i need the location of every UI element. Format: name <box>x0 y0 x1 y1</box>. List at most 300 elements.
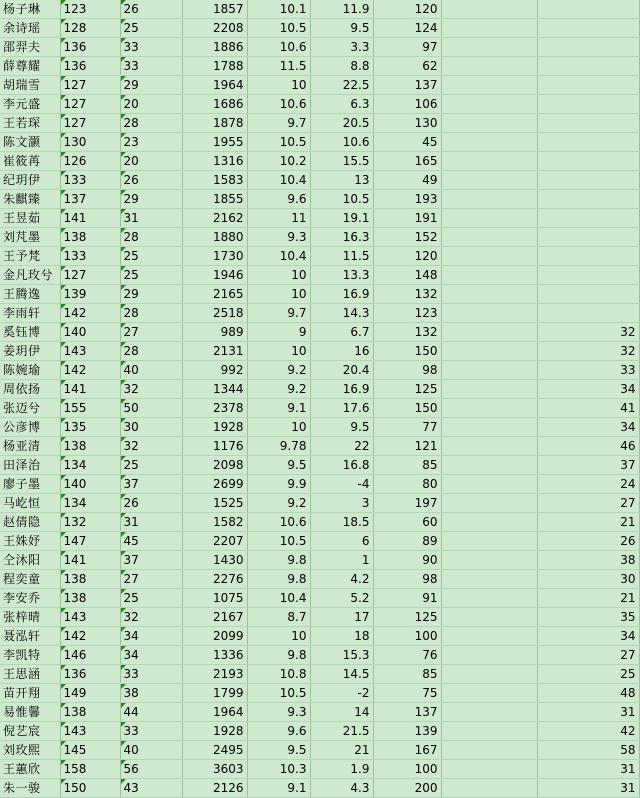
name-cell[interactable]: 李凯特 <box>0 646 60 665</box>
name-cell[interactable]: 王蕙欣 <box>0 760 60 779</box>
value-cell[interactable] <box>441 532 537 551</box>
value-cell[interactable]: 138 <box>60 703 120 722</box>
value-cell[interactable]: 10.4 <box>247 589 310 608</box>
value-cell[interactable]: 132 <box>60 513 120 532</box>
value-cell[interactable]: 2165 <box>182 285 247 304</box>
value-cell[interactable]: 29 <box>120 285 182 304</box>
value-cell[interactable]: 1946 <box>182 266 247 285</box>
value-cell[interactable]: 16 <box>310 342 373 361</box>
value-cell[interactable]: 32 <box>120 608 182 627</box>
name-cell[interactable]: 张迈兮 <box>0 399 60 418</box>
name-cell[interactable]: 马屹恒 <box>0 494 60 513</box>
value-cell[interactable]: 15.5 <box>310 152 373 171</box>
value-cell[interactable]: 100 <box>373 760 441 779</box>
value-cell[interactable]: 28 <box>120 228 182 247</box>
value-cell[interactable]: 127 <box>60 76 120 95</box>
value-cell[interactable]: 21 <box>537 589 639 608</box>
value-cell[interactable]: 20.5 <box>310 114 373 133</box>
value-cell[interactable] <box>441 513 537 532</box>
value-cell[interactable]: 152 <box>373 228 441 247</box>
value-cell[interactable]: 9.2 <box>247 361 310 380</box>
value-cell[interactable]: 35 <box>537 608 639 627</box>
name-cell[interactable]: 姜玥伊 <box>0 342 60 361</box>
value-cell[interactable]: 43 <box>120 779 182 798</box>
value-cell[interactable]: 100 <box>373 627 441 646</box>
value-cell[interactable]: 2193 <box>182 665 247 684</box>
value-cell[interactable] <box>441 57 537 76</box>
value-cell[interactable]: 31 <box>537 779 639 798</box>
value-cell[interactable]: 9.1 <box>247 779 310 798</box>
value-cell[interactable]: 2162 <box>182 209 247 228</box>
value-cell[interactable]: 28 <box>120 304 182 323</box>
value-cell[interactable]: 10.8 <box>247 665 310 684</box>
value-cell[interactable]: 136 <box>60 57 120 76</box>
value-cell[interactable] <box>441 304 537 323</box>
value-cell[interactable]: 150 <box>60 779 120 798</box>
name-cell[interactable]: 王若琛 <box>0 114 60 133</box>
value-cell[interactable]: 9.3 <box>247 228 310 247</box>
value-cell[interactable]: 18.5 <box>310 513 373 532</box>
value-cell[interactable] <box>441 38 537 57</box>
value-cell[interactable]: 2276 <box>182 570 247 589</box>
value-cell[interactable]: 9 <box>247 323 310 342</box>
value-cell[interactable]: 127 <box>60 95 120 114</box>
value-cell[interactable] <box>441 494 537 513</box>
name-cell[interactable]: 王予梵 <box>0 247 60 266</box>
value-cell[interactable]: 2208 <box>182 19 247 38</box>
value-cell[interactable] <box>441 399 537 418</box>
name-cell[interactable]: 朱一骏 <box>0 779 60 798</box>
value-cell[interactable]: 27 <box>120 570 182 589</box>
value-cell[interactable]: 1316 <box>182 152 247 171</box>
value-cell[interactable]: 10.6 <box>247 513 310 532</box>
name-cell[interactable]: 陈婉瑜 <box>0 361 60 380</box>
value-cell[interactable]: 132 <box>373 323 441 342</box>
value-cell[interactable]: 27 <box>537 646 639 665</box>
value-cell[interactable] <box>441 361 537 380</box>
value-cell[interactable]: 10.6 <box>247 38 310 57</box>
value-cell[interactable]: 46 <box>537 437 639 456</box>
value-cell[interactable]: 22.5 <box>310 76 373 95</box>
value-cell[interactable]: 10 <box>247 418 310 437</box>
value-cell[interactable]: 16.8 <box>310 456 373 475</box>
name-cell[interactable]: 王腾逸 <box>0 285 60 304</box>
name-cell[interactable]: 金凡玫兮 <box>0 266 60 285</box>
value-cell[interactable]: 27 <box>120 323 182 342</box>
value-cell[interactable]: 10 <box>247 76 310 95</box>
value-cell[interactable]: 120 <box>373 247 441 266</box>
value-cell[interactable]: 32 <box>537 323 639 342</box>
value-cell[interactable]: 16.3 <box>310 228 373 247</box>
value-cell[interactable] <box>441 95 537 114</box>
value-cell[interactable]: 134 <box>60 494 120 513</box>
value-cell[interactable]: 9.6 <box>247 722 310 741</box>
value-cell[interactable]: 141 <box>60 380 120 399</box>
value-cell[interactable]: 40 <box>120 361 182 380</box>
value-cell[interactable]: 1583 <box>182 171 247 190</box>
value-cell[interactable]: 13 <box>310 171 373 190</box>
value-cell[interactable]: 26 <box>120 494 182 513</box>
value-cell[interactable]: 21 <box>537 513 639 532</box>
value-cell[interactable] <box>537 114 639 133</box>
value-cell[interactable] <box>537 0 639 19</box>
value-cell[interactable]: 5.2 <box>310 589 373 608</box>
value-cell[interactable] <box>441 684 537 703</box>
value-cell[interactable]: 45 <box>120 532 182 551</box>
value-cell[interactable]: 10.5 <box>247 19 310 38</box>
name-cell[interactable]: 邵羿夫 <box>0 38 60 57</box>
value-cell[interactable]: 1582 <box>182 513 247 532</box>
value-cell[interactable]: 31 <box>120 209 182 228</box>
value-cell[interactable]: 34 <box>120 646 182 665</box>
value-cell[interactable] <box>537 209 639 228</box>
value-cell[interactable] <box>441 209 537 228</box>
value-cell[interactable]: 26 <box>537 532 639 551</box>
value-cell[interactable]: 1176 <box>182 437 247 456</box>
name-cell[interactable]: 廖子墨 <box>0 475 60 494</box>
value-cell[interactable]: 124 <box>373 19 441 38</box>
value-cell[interactable]: 16.9 <box>310 380 373 399</box>
value-cell[interactable] <box>441 475 537 494</box>
name-cell[interactable]: 李雨轩 <box>0 304 60 323</box>
value-cell[interactable]: 143 <box>60 608 120 627</box>
value-cell[interactable]: 41 <box>537 399 639 418</box>
value-cell[interactable]: 138 <box>60 570 120 589</box>
value-cell[interactable]: 17.6 <box>310 399 373 418</box>
value-cell[interactable]: 33 <box>120 722 182 741</box>
value-cell[interactable]: 134 <box>60 456 120 475</box>
value-cell[interactable]: 1964 <box>182 703 247 722</box>
value-cell[interactable] <box>441 589 537 608</box>
value-cell[interactable]: 9.2 <box>247 494 310 513</box>
value-cell[interactable]: 26 <box>120 0 182 19</box>
name-cell[interactable]: 崔筱苒 <box>0 152 60 171</box>
value-cell[interactable]: 2699 <box>182 475 247 494</box>
value-cell[interactable]: 3 <box>310 494 373 513</box>
value-cell[interactable]: 1344 <box>182 380 247 399</box>
value-cell[interactable]: 25 <box>120 589 182 608</box>
value-cell[interactable] <box>441 551 537 570</box>
value-cell[interactable] <box>537 304 639 323</box>
value-cell[interactable] <box>441 380 537 399</box>
value-cell[interactable] <box>441 570 537 589</box>
value-cell[interactable]: 49 <box>373 171 441 190</box>
value-cell[interactable]: 97 <box>373 38 441 57</box>
value-cell[interactable]: 32 <box>120 437 182 456</box>
value-cell[interactable]: 34 <box>120 627 182 646</box>
value-cell[interactable]: 21.5 <box>310 722 373 741</box>
value-cell[interactable]: 165 <box>373 152 441 171</box>
name-cell[interactable]: 刘芃墨 <box>0 228 60 247</box>
value-cell[interactable]: 77 <box>373 418 441 437</box>
value-cell[interactable]: 125 <box>373 608 441 627</box>
value-cell[interactable]: 27 <box>537 494 639 513</box>
name-cell[interactable]: 杨子琳 <box>0 0 60 19</box>
value-cell[interactable]: 28 <box>120 114 182 133</box>
value-cell[interactable] <box>537 19 639 38</box>
value-cell[interactable]: 34 <box>537 380 639 399</box>
value-cell[interactable]: 23 <box>120 133 182 152</box>
value-cell[interactable]: 1430 <box>182 551 247 570</box>
name-cell[interactable]: 纪玥伊 <box>0 171 60 190</box>
value-cell[interactable]: 14.3 <box>310 304 373 323</box>
value-cell[interactable]: 2167 <box>182 608 247 627</box>
value-cell[interactable] <box>441 76 537 95</box>
value-cell[interactable]: 56 <box>120 760 182 779</box>
value-cell[interactable]: 11.5 <box>310 247 373 266</box>
value-cell[interactable] <box>441 0 537 19</box>
value-cell[interactable]: 125 <box>373 380 441 399</box>
value-cell[interactable]: 155 <box>60 399 120 418</box>
value-cell[interactable]: 14.5 <box>310 665 373 684</box>
value-cell[interactable]: 136 <box>60 38 120 57</box>
value-cell[interactable]: 30 <box>120 418 182 437</box>
value-cell[interactable]: 28 <box>120 342 182 361</box>
name-cell[interactable]: 王姝妤 <box>0 532 60 551</box>
value-cell[interactable] <box>537 152 639 171</box>
value-cell[interactable]: 90 <box>373 551 441 570</box>
value-cell[interactable]: 1928 <box>182 418 247 437</box>
value-cell[interactable] <box>441 437 537 456</box>
value-cell[interactable]: 22 <box>310 437 373 456</box>
name-cell[interactable]: 奚钰博 <box>0 323 60 342</box>
value-cell[interactable]: 85 <box>373 456 441 475</box>
value-cell[interactable]: 150 <box>373 342 441 361</box>
value-cell[interactable]: 127 <box>60 114 120 133</box>
value-cell[interactable]: 191 <box>373 209 441 228</box>
value-cell[interactable]: 21 <box>310 741 373 760</box>
value-cell[interactable]: 29 <box>120 190 182 209</box>
value-cell[interactable]: 141 <box>60 209 120 228</box>
value-cell[interactable]: 80 <box>373 475 441 494</box>
value-cell[interactable] <box>441 228 537 247</box>
value-cell[interactable]: 1336 <box>182 646 247 665</box>
value-cell[interactable]: 58 <box>537 741 639 760</box>
value-cell[interactable]: 76 <box>373 646 441 665</box>
value-cell[interactable] <box>441 247 537 266</box>
value-cell[interactable]: 33 <box>120 38 182 57</box>
value-cell[interactable]: 25 <box>120 456 182 475</box>
value-cell[interactable]: 1880 <box>182 228 247 247</box>
value-cell[interactable]: 150 <box>373 399 441 418</box>
value-cell[interactable]: 44 <box>120 703 182 722</box>
value-cell[interactable]: 143 <box>60 722 120 741</box>
value-cell[interactable]: 9.5 <box>247 456 310 475</box>
value-cell[interactable]: 37 <box>120 475 182 494</box>
value-cell[interactable]: 142 <box>60 627 120 646</box>
value-cell[interactable]: 25 <box>120 19 182 38</box>
name-cell[interactable]: 朱麒臻 <box>0 190 60 209</box>
value-cell[interactable]: 8.7 <box>247 608 310 627</box>
value-cell[interactable]: 10 <box>247 285 310 304</box>
value-cell[interactable]: 139 <box>60 285 120 304</box>
value-cell[interactable] <box>537 247 639 266</box>
value-cell[interactable]: 146 <box>60 646 120 665</box>
value-cell[interactable]: 140 <box>60 475 120 494</box>
value-cell[interactable]: 133 <box>60 171 120 190</box>
value-cell[interactable]: 6 <box>310 532 373 551</box>
value-cell[interactable]: 31 <box>537 760 639 779</box>
value-cell[interactable]: 37 <box>120 551 182 570</box>
name-cell[interactable]: 张梓晴 <box>0 608 60 627</box>
value-cell[interactable]: 10.5 <box>247 532 310 551</box>
name-cell[interactable]: 刘玫熙 <box>0 741 60 760</box>
value-cell[interactable]: 98 <box>373 361 441 380</box>
value-cell[interactable]: 3.3 <box>310 38 373 57</box>
value-cell[interactable]: 1964 <box>182 76 247 95</box>
value-cell[interactable] <box>441 703 537 722</box>
value-cell[interactable]: 9.7 <box>247 114 310 133</box>
value-cell[interactable]: 9.2 <box>247 380 310 399</box>
value-cell[interactable]: 1955 <box>182 133 247 152</box>
value-cell[interactable] <box>441 608 537 627</box>
value-cell[interactable] <box>441 646 537 665</box>
value-cell[interactable]: 1525 <box>182 494 247 513</box>
name-cell[interactable]: 李安乔 <box>0 589 60 608</box>
value-cell[interactable]: 9.3 <box>247 703 310 722</box>
name-cell[interactable]: 杨亚清 <box>0 437 60 456</box>
value-cell[interactable]: 45 <box>373 133 441 152</box>
value-cell[interactable]: 121 <box>373 437 441 456</box>
value-cell[interactable]: 60 <box>373 513 441 532</box>
value-cell[interactable]: 992 <box>182 361 247 380</box>
value-cell[interactable] <box>441 114 537 133</box>
value-cell[interactable]: 10.3 <box>247 760 310 779</box>
value-cell[interactable]: 20 <box>120 95 182 114</box>
value-cell[interactable] <box>441 323 537 342</box>
value-cell[interactable]: 48 <box>537 684 639 703</box>
value-cell[interactable]: 20.4 <box>310 361 373 380</box>
value-cell[interactable] <box>441 418 537 437</box>
value-cell[interactable]: 17 <box>310 608 373 627</box>
value-cell[interactable]: 10.5 <box>310 190 373 209</box>
value-cell[interactable]: 9.78 <box>247 437 310 456</box>
value-cell[interactable]: 148 <box>373 266 441 285</box>
value-cell[interactable]: 91 <box>373 589 441 608</box>
name-cell[interactable]: 李元盛 <box>0 95 60 114</box>
value-cell[interactable]: 10 <box>247 266 310 285</box>
value-cell[interactable]: 149 <box>60 684 120 703</box>
value-cell[interactable]: 10.5 <box>247 684 310 703</box>
value-cell[interactable]: 11 <box>247 209 310 228</box>
value-cell[interactable]: 29 <box>120 76 182 95</box>
value-cell[interactable] <box>441 741 537 760</box>
value-cell[interactable]: 1.9 <box>310 760 373 779</box>
value-cell[interactable]: 2495 <box>182 741 247 760</box>
value-cell[interactable] <box>537 285 639 304</box>
value-cell[interactable] <box>537 190 639 209</box>
value-cell[interactable]: 9.5 <box>247 741 310 760</box>
value-cell[interactable]: 8.8 <box>310 57 373 76</box>
value-cell[interactable]: 193 <box>373 190 441 209</box>
name-cell[interactable]: 胡瑞雪 <box>0 76 60 95</box>
value-cell[interactable] <box>441 190 537 209</box>
name-cell[interactable]: 王昱茹 <box>0 209 60 228</box>
value-cell[interactable]: 137 <box>60 190 120 209</box>
value-cell[interactable] <box>441 19 537 38</box>
value-cell[interactable]: 4.3 <box>310 779 373 798</box>
value-cell[interactable]: 137 <box>373 76 441 95</box>
value-cell[interactable]: 31 <box>120 513 182 532</box>
value-cell[interactable]: 1928 <box>182 722 247 741</box>
name-cell[interactable]: 仝沐阳 <box>0 551 60 570</box>
value-cell[interactable]: 158 <box>60 760 120 779</box>
value-cell[interactable]: 147 <box>60 532 120 551</box>
value-cell[interactable]: 143 <box>60 342 120 361</box>
value-cell[interactable]: 32 <box>120 380 182 399</box>
value-cell[interactable] <box>537 266 639 285</box>
value-cell[interactable]: 139 <box>373 722 441 741</box>
value-cell[interactable] <box>537 95 639 114</box>
name-cell[interactable]: 公彦博 <box>0 418 60 437</box>
value-cell[interactable]: 128 <box>60 19 120 38</box>
value-cell[interactable]: 33 <box>537 361 639 380</box>
value-cell[interactable]: 85 <box>373 665 441 684</box>
value-cell[interactable]: 9.8 <box>247 570 310 589</box>
value-cell[interactable]: 13.3 <box>310 266 373 285</box>
value-cell[interactable]: 1855 <box>182 190 247 209</box>
name-cell[interactable]: 程奕童 <box>0 570 60 589</box>
value-cell[interactable] <box>537 57 639 76</box>
value-cell[interactable]: -4 <box>310 475 373 494</box>
value-cell[interactable]: 127 <box>60 266 120 285</box>
value-cell[interactable]: -2 <box>310 684 373 703</box>
value-cell[interactable]: 142 <box>60 304 120 323</box>
value-cell[interactable]: 1878 <box>182 114 247 133</box>
value-cell[interactable]: 2098 <box>182 456 247 475</box>
value-cell[interactable]: 34 <box>537 627 639 646</box>
value-cell[interactable] <box>441 152 537 171</box>
value-cell[interactable]: 120 <box>373 0 441 19</box>
value-cell[interactable]: 138 <box>60 437 120 456</box>
value-cell[interactable]: 9.5 <box>310 418 373 437</box>
value-cell[interactable]: 14 <box>310 703 373 722</box>
name-cell[interactable]: 赵倩隐 <box>0 513 60 532</box>
value-cell[interactable]: 75 <box>373 684 441 703</box>
name-cell[interactable]: 王思涵 <box>0 665 60 684</box>
value-cell[interactable] <box>537 228 639 247</box>
value-cell[interactable]: 37 <box>537 456 639 475</box>
value-cell[interactable]: 2207 <box>182 532 247 551</box>
value-cell[interactable]: 1075 <box>182 589 247 608</box>
value-cell[interactable]: 31 <box>537 703 639 722</box>
value-cell[interactable] <box>537 171 639 190</box>
value-cell[interactable]: 16.9 <box>310 285 373 304</box>
value-cell[interactable]: 10.1 <box>247 0 310 19</box>
value-cell[interactable]: 132 <box>373 285 441 304</box>
value-cell[interactable]: 1857 <box>182 0 247 19</box>
value-cell[interactable]: 10.4 <box>247 171 310 190</box>
value-cell[interactable]: 25 <box>120 266 182 285</box>
value-cell[interactable]: 24 <box>537 475 639 494</box>
value-cell[interactable]: 89 <box>373 532 441 551</box>
name-cell[interactable]: 陈文灏 <box>0 133 60 152</box>
value-cell[interactable]: 9.7 <box>247 304 310 323</box>
value-cell[interactable] <box>441 760 537 779</box>
value-cell[interactable]: 9.6 <box>247 190 310 209</box>
name-cell[interactable]: 余诗瑶 <box>0 19 60 38</box>
value-cell[interactable]: 130 <box>373 114 441 133</box>
name-cell[interactable]: 倪艺宸 <box>0 722 60 741</box>
value-cell[interactable]: 126 <box>60 152 120 171</box>
value-cell[interactable] <box>537 133 639 152</box>
value-cell[interactable]: 138 <box>60 589 120 608</box>
value-cell[interactable]: 9.1 <box>247 399 310 418</box>
value-cell[interactable]: 3603 <box>182 760 247 779</box>
value-cell[interactable]: 25 <box>537 665 639 684</box>
value-cell[interactable]: 9.5 <box>310 19 373 38</box>
value-cell[interactable]: 33 <box>120 665 182 684</box>
